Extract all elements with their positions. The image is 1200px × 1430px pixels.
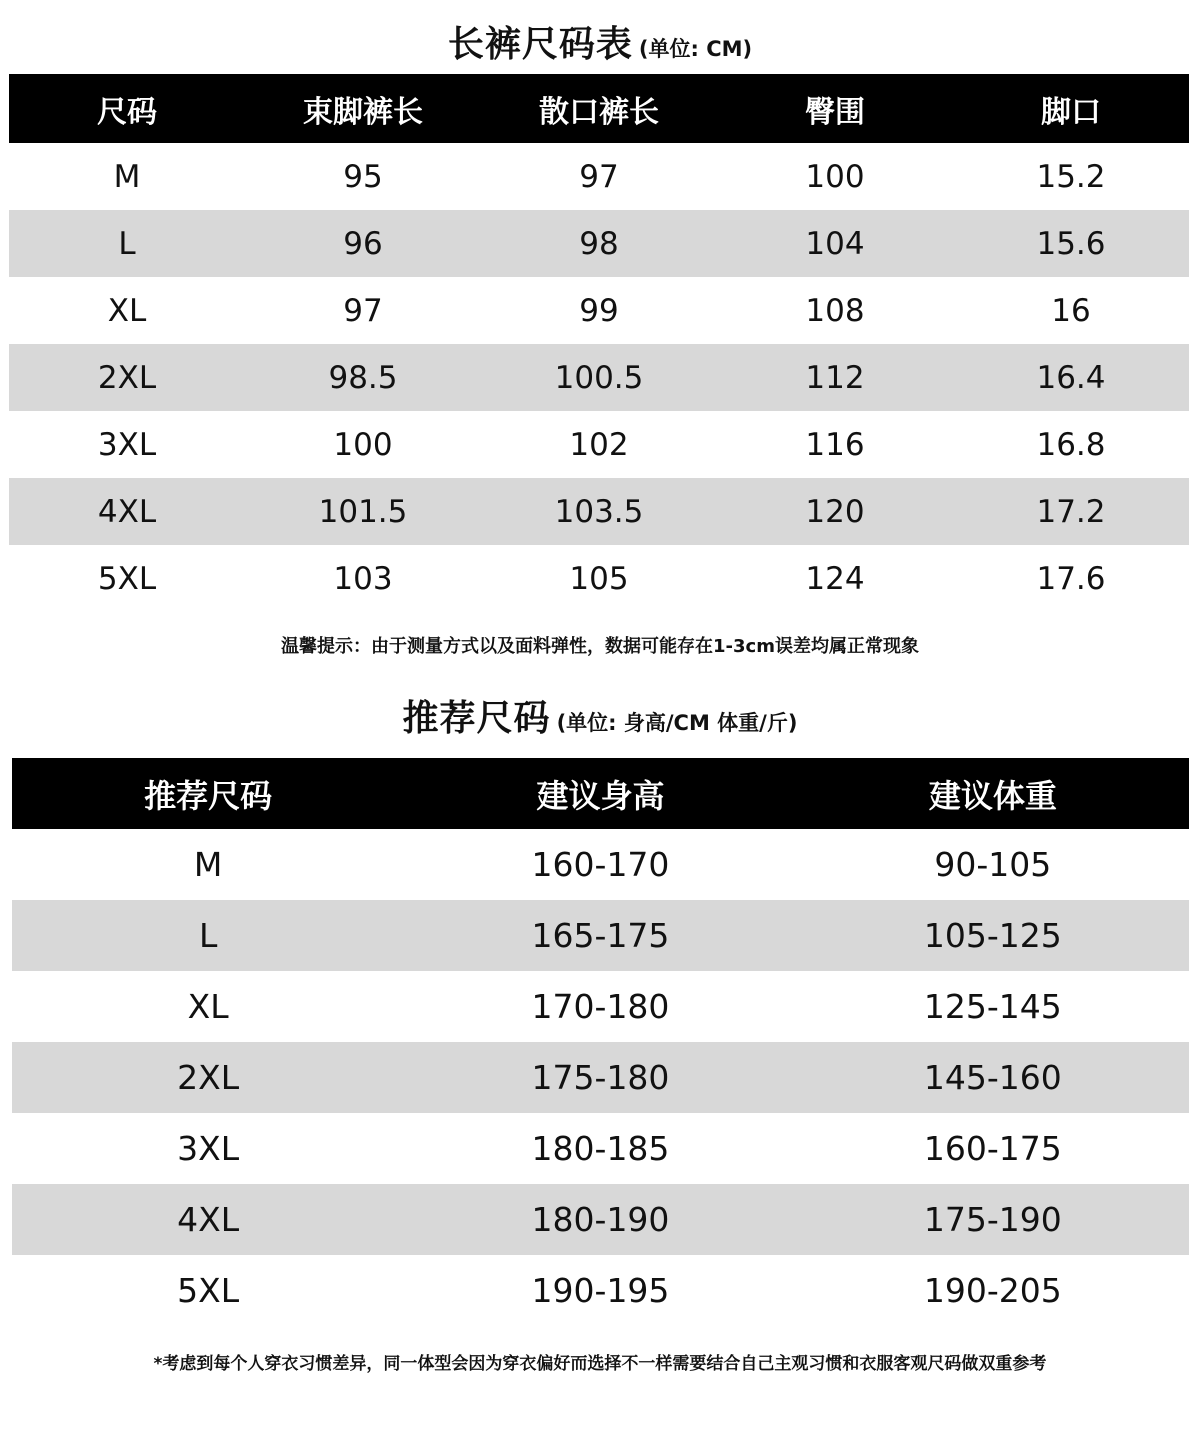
cell-height: 180-185 bbox=[531, 1129, 670, 1168]
cell-cuffed-length: 100 bbox=[333, 426, 393, 463]
cell-cuffed-length: 96 bbox=[245, 210, 481, 277]
cell-leg-opening: 16.4 bbox=[953, 344, 1189, 411]
recommended-size-heading: 推荐尺码 bbox=[402, 698, 551, 739]
fit-preference-note: *考虑到每个人穿衣习惯差异，同一体型会因为穿衣偏好而选择不一样需要结合自己主观习惯和衣服客观尺码做双重参考 bbox=[153, 1354, 1047, 1374]
table-row bbox=[9, 411, 1189, 478]
cell-straight-length: 102 bbox=[569, 426, 629, 463]
size-chart-unit: (单位: CM) bbox=[638, 37, 753, 61]
pants-size-table bbox=[9, 74, 1189, 612]
cell-height: 175-180 bbox=[404, 1042, 796, 1113]
recommended-size-unit: (单位: 身高/CM 体重/斤) bbox=[556, 711, 798, 735]
cell-straight-length: 100.5 bbox=[481, 344, 717, 411]
pants-size-chart-title bbox=[0, 16, 1200, 67]
cell-size: 5XL bbox=[97, 560, 157, 597]
cell-straight-length: 99 bbox=[579, 292, 619, 329]
measurement-tip: 温馨提示：由于测量方式以及面料弹性，数据可能存在1-3cm误差均属正常现象 bbox=[281, 636, 919, 657]
cell-leg-opening: 16 bbox=[1051, 292, 1091, 329]
cell-weight: 145-160 bbox=[797, 1042, 1189, 1113]
cell-hip: 100 bbox=[805, 158, 865, 195]
cell-size: L bbox=[9, 210, 245, 277]
header-size: 尺码 bbox=[9, 74, 245, 143]
cell-leg-opening: 17.2 bbox=[953, 478, 1189, 545]
cell-leg-opening: 15.2 bbox=[1036, 158, 1106, 195]
cell-hip: 120 bbox=[717, 478, 953, 545]
table-row bbox=[12, 900, 1189, 971]
table-row bbox=[9, 344, 1189, 411]
table-row bbox=[12, 1255, 1189, 1326]
cell-size: XL bbox=[107, 292, 147, 329]
cell-leg-opening: 15.6 bbox=[953, 210, 1189, 277]
cell-height: 190-195 bbox=[531, 1271, 670, 1310]
cell-hip: 116 bbox=[805, 426, 865, 463]
cell-hip: 104 bbox=[717, 210, 953, 277]
cell-size: XL bbox=[187, 987, 229, 1026]
table-header-row bbox=[9, 74, 1189, 143]
cell-weight: 175-190 bbox=[797, 1184, 1189, 1255]
table-row bbox=[9, 143, 1189, 210]
cell-weight: 160-175 bbox=[923, 1129, 1062, 1168]
header-recommended-size: 推荐尺码 bbox=[12, 758, 404, 829]
recommended-size-title bbox=[0, 690, 1200, 741]
cell-height: 180-190 bbox=[404, 1184, 796, 1255]
table-row bbox=[9, 277, 1189, 344]
cell-height: 170-180 bbox=[531, 987, 670, 1026]
cell-size: L bbox=[12, 900, 404, 971]
cell-weight: 105-125 bbox=[797, 900, 1189, 971]
cell-cuffed-length: 95 bbox=[343, 158, 383, 195]
cell-cuffed-length: 101.5 bbox=[245, 478, 481, 545]
cell-size: 2XL bbox=[12, 1042, 404, 1113]
header-straight-length: 散口裤长 bbox=[481, 74, 717, 143]
size-chart-heading: 长裤尺码表 bbox=[447, 24, 633, 65]
cell-straight-length: 98 bbox=[481, 210, 717, 277]
table-row bbox=[9, 478, 1189, 545]
recommended-size-table bbox=[12, 758, 1189, 1326]
table-row bbox=[9, 545, 1189, 612]
cell-cuffed-length: 97 bbox=[343, 292, 383, 329]
cell-size: 2XL bbox=[9, 344, 245, 411]
cell-weight: 190-205 bbox=[923, 1271, 1062, 1310]
header-suggested-weight: 建议体重 bbox=[797, 758, 1189, 829]
cell-height: 165-175 bbox=[404, 900, 796, 971]
table-row bbox=[12, 1184, 1189, 1255]
cell-leg-opening: 17.6 bbox=[1036, 560, 1106, 597]
cell-weight: 90-105 bbox=[934, 845, 1052, 884]
cell-cuffed-length: 98.5 bbox=[245, 344, 481, 411]
table-row bbox=[9, 210, 1189, 277]
cell-straight-length: 103.5 bbox=[481, 478, 717, 545]
table-row bbox=[12, 971, 1189, 1042]
header-hip: 臀围 bbox=[717, 74, 953, 143]
cell-hip: 124 bbox=[805, 560, 865, 597]
cell-straight-length: 97 bbox=[579, 158, 619, 195]
table-row bbox=[12, 1113, 1189, 1184]
cell-height: 160-170 bbox=[531, 845, 670, 884]
header-leg-opening: 脚口 bbox=[953, 74, 1189, 143]
cell-hip: 108 bbox=[805, 292, 865, 329]
cell-size: M bbox=[193, 845, 223, 884]
cell-straight-length: 105 bbox=[569, 560, 629, 597]
header-suggested-height: 建议身高 bbox=[404, 758, 796, 829]
cell-hip: 112 bbox=[717, 344, 953, 411]
cell-weight: 125-145 bbox=[923, 987, 1062, 1026]
cell-size: 3XL bbox=[177, 1129, 240, 1168]
header-cuffed-length: 束脚裤长 bbox=[245, 74, 481, 143]
cell-size: 3XL bbox=[97, 426, 157, 463]
cell-leg-opening: 16.8 bbox=[1036, 426, 1106, 463]
cell-size: M bbox=[113, 158, 141, 195]
table-row bbox=[12, 829, 1189, 900]
cell-size: 5XL bbox=[177, 1271, 240, 1310]
cell-size: 4XL bbox=[12, 1184, 404, 1255]
cell-cuffed-length: 103 bbox=[333, 560, 393, 597]
table-row bbox=[12, 1042, 1189, 1113]
cell-size: 4XL bbox=[9, 478, 245, 545]
table-header-row bbox=[12, 758, 1189, 829]
